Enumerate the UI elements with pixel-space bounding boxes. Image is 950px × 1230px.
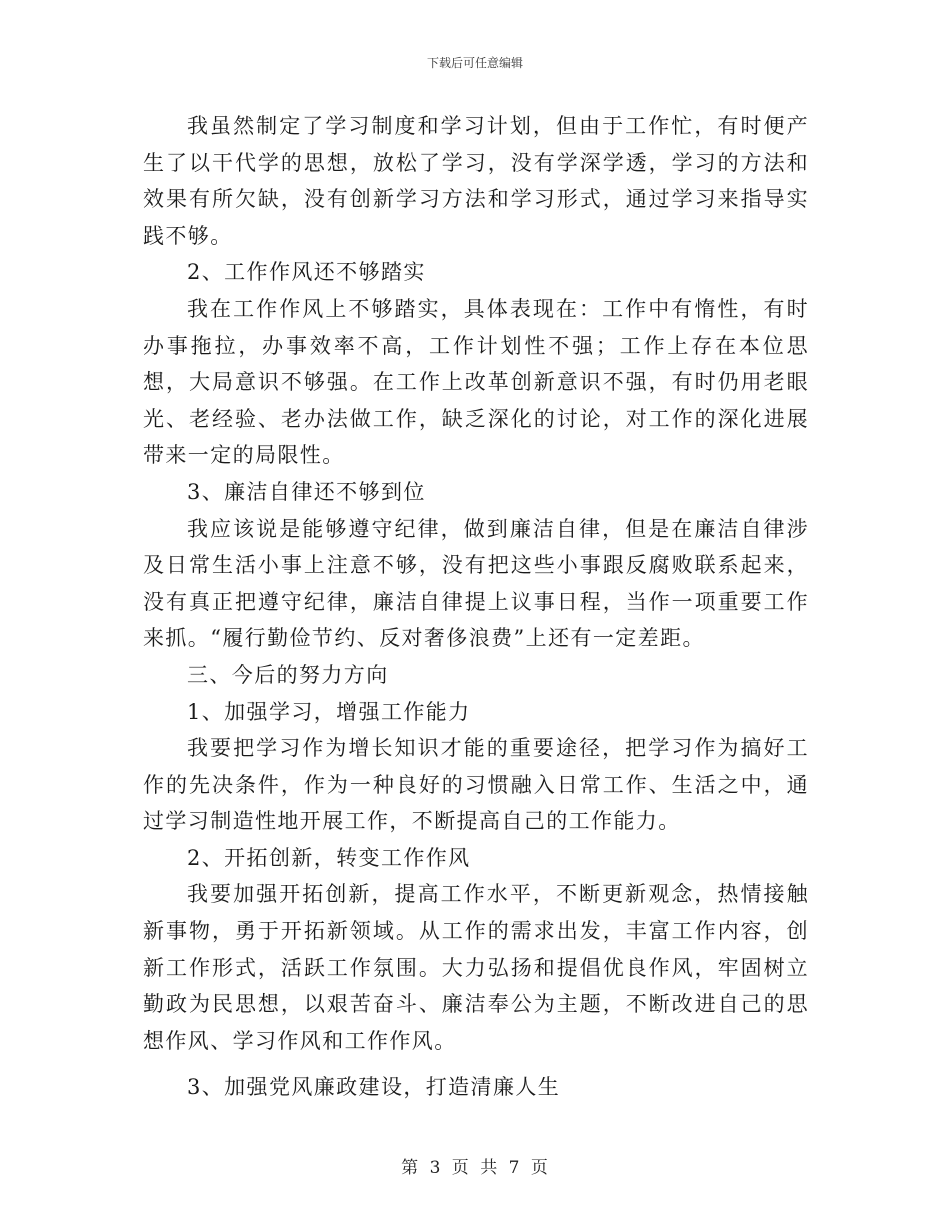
paragraph-innovation: 我要加强开拓创新，提高工作水平，不断更新观念，热情接触新事物，勇于开拓新领域。从工作的需求出发，丰富工作内容，创新工作形式，活跃工作氛围。大力弘扬和提倡优良作风，牢固树立勤政为民思想，以艰苦奋斗、廉洁奉公为主题，不断改进自己的思想作风、学习作风和工作作风。: [143, 882, 809, 1053]
page-number-footer: 第 3 页 共 7 页: [401, 1158, 549, 1178]
paragraph-work-style: 我在工作作风上不够踏实，具体表现在：工作中有惰性，有时办事拖拉，办事效率不高，工作计划性不强；工作上存在本位思想，大局意识不够强。在工作上改革创新意识不强，有时仍用老眼光、老经验、老办法做工作，缺乏深化的讨论，对工作的深化进展带来一定的局限性。: [143, 296, 809, 468]
heading-innovation: 2、开拓创新，转变工作作风: [187, 845, 471, 870]
paragraph-strengthen-study: 我要把学习作为增长知识才能的重要途径，把学习作为搞好工作的先决条件，作为一种良好的习惯融入日常工作、生活之中，通过学习制造性地开展工作，不断提高自己的工作能力。: [143, 736, 809, 834]
paragraph-study-shortcomings: 我虽然制定了学习制度和学习计划，但由于工作忙，有时便产生了以干代学的思想，放松了学习，没有学深学透，学习的方法和效果有所欠缺，没有创新学习方法和学习形式，通过学习来指导实践不够。: [143, 114, 809, 248]
section-heading-future-direction: 三、今后的努力方向: [187, 662, 389, 687]
document-body: [143, 108, 809, 1106]
heading-strengthen-study: 1、加强学习，增强工作能力: [187, 699, 471, 724]
page-header-note: 下载后可任意编辑: [426, 56, 523, 70]
paragraph-integrity: 我应该说是能够遵守纪律，做到廉洁自律，但是在廉洁自律涉及日常生活小事上注意不够，没有把这些小事跟反腐败联系起来，没有真正把遵守纪律，廉洁自律提上议事日程，当作一项重要工作来抓。“履行勤俭节约、反对奢侈浪费”上还有一定差距。: [143, 516, 809, 651]
heading-integrity: 3、廉洁自律还不够到位: [187, 479, 426, 504]
heading-work-style: 2、工作作风还不够踏实: [187, 260, 426, 285]
heading-party-integrity: 3、加强党风廉政建设，打造清廉人生: [187, 1075, 561, 1100]
